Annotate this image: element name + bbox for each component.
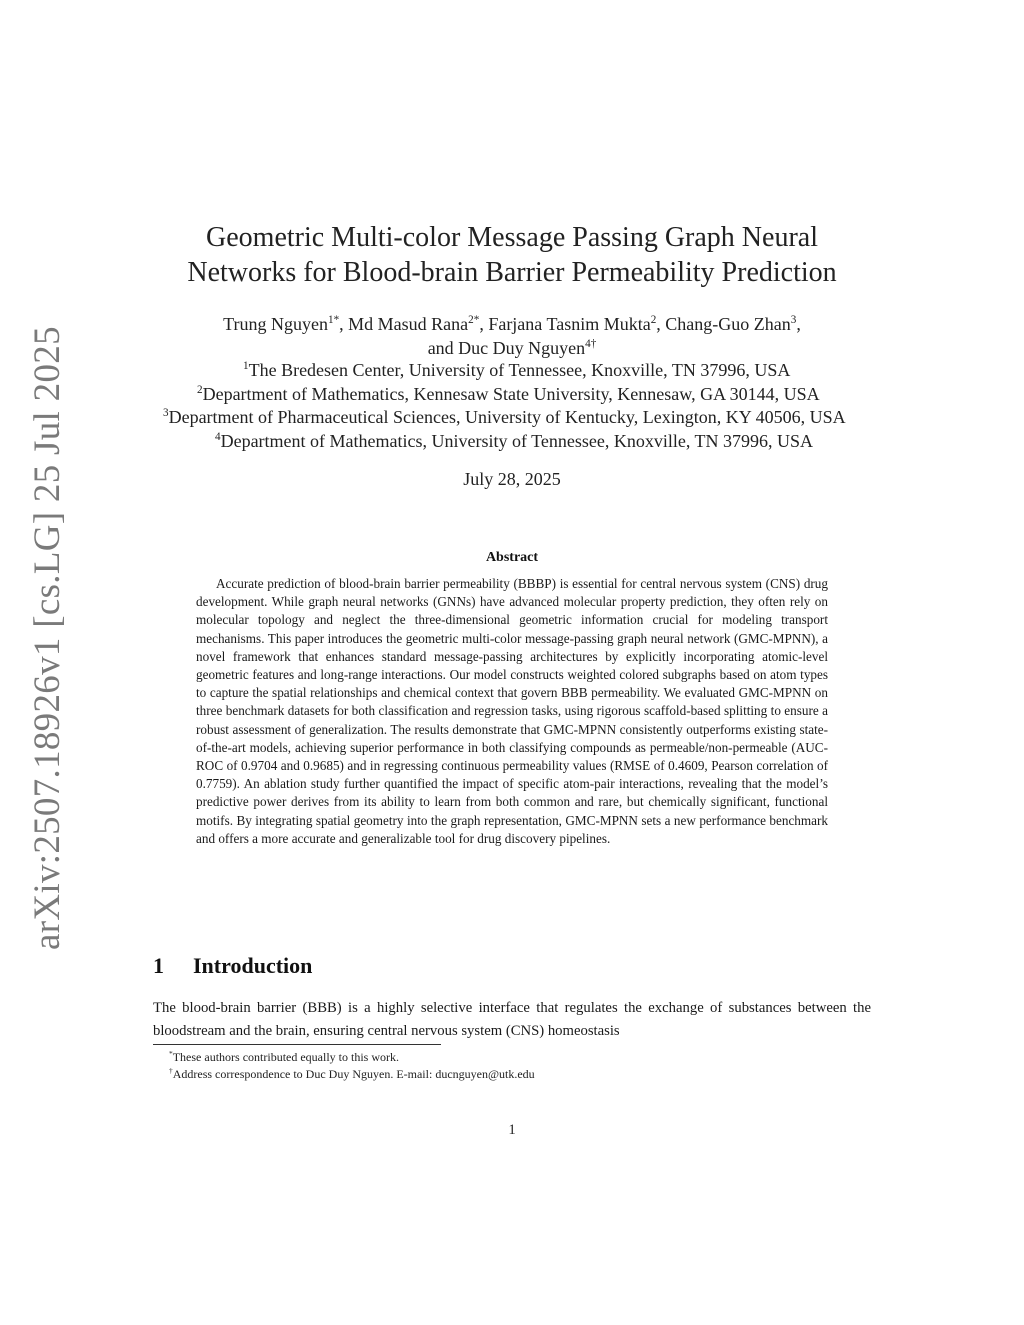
arxiv-identifier-stamp: arXiv:2507.18926v1 [cs.LG] 25 Jul 2025 bbox=[27, 326, 68, 950]
abstract-heading: Abstract bbox=[485, 550, 539, 565]
author-line bbox=[150, 337, 874, 361]
footnote-list bbox=[153, 1049, 871, 1083]
affiliation bbox=[150, 359, 980, 383]
author-line: Trung Nguyen$^{1*}$, Md Masud Rana$^{2*}$, Farjana Tasnim Mukta$^2$, Chang-Guo Zhan$^3$, bbox=[223, 314, 801, 334]
author-mark: 2 bbox=[650, 314, 657, 326]
affiliation bbox=[150, 430, 980, 454]
author-mark: 3 bbox=[790, 314, 797, 326]
title-line: Networks for Blood-brain Barrier Permeability Prediction bbox=[187, 257, 837, 288]
introduction-text: The blood-brain barrier (BBB) is a highly selective interface that regulates the exchange of substances between the bloodstream and the brain, ensuring central nervous system (CNS) homeostasis bbox=[153, 1000, 871, 1039]
affiliation-list bbox=[150, 359, 980, 453]
affiliation-mark: 1 bbox=[243, 360, 249, 372]
affiliation-text: Department of Pharmaceutical Sciences, University of Kentucky, Lexington, KY 40506, USA bbox=[168, 407, 846, 427]
affiliation-text: Department of Mathematics, University of Tennessee, Knoxville, TN 37996, USA bbox=[220, 430, 814, 451]
affiliation-mark: 2 bbox=[197, 383, 203, 396]
footnote-text: These authors contributed equally to this work. bbox=[172, 1050, 400, 1064]
affiliation-text: Department of Mathematics, Kennesaw State University, Kennesaw, GA 30144, USA bbox=[202, 383, 820, 404]
footnote bbox=[153, 1049, 871, 1066]
page-number: 1 bbox=[508, 1122, 516, 1138]
affiliation-mark: 3 bbox=[163, 407, 169, 419]
author-list bbox=[150, 313, 874, 360]
footnote-mark: † bbox=[169, 1066, 173, 1075]
author-name: Md Masud Rana bbox=[348, 314, 469, 334]
affiliation-text: The Bredesen Center, University of Tennessee, Knoxville, TN 37996, USA bbox=[248, 360, 791, 380]
section-heading bbox=[153, 953, 312, 979]
paper-title bbox=[130, 220, 894, 290]
author-name: Farjana Tasnim Mukta bbox=[488, 314, 651, 334]
author-mark: 4† bbox=[585, 337, 597, 350]
author-name: Trung Nguyen bbox=[223, 314, 328, 334]
affiliation bbox=[150, 406, 980, 430]
footnote-text: Address correspondence to Duc Duy Nguyen. E-mail: ducnguyen@utk.edu bbox=[172, 1067, 535, 1081]
footnote bbox=[153, 1066, 871, 1083]
abstract-text: Accurate prediction of blood-brain barrier permeability (BBBP) is essential for central nervous system (CNS) drug development. While graph neural networks (GNNs) have advanced molecular property prediction, they often rely on molecular topology and neglect the three-dimensional geometric information crucial for modeling transport mechanisms. This paper introduces the geometric multi-color message-passing graph neural network (GMC-MPNN), a novel framework that enhances standard message-passing architectures by explicitly incorporating atomic-level geometric features and long-range interactions. Our model constructs weighted colored subgraphs based on atom types to capture the spatial relationships and chemical context that govern BBB permeability. We evaluated GMC-MPNN on three benchmark datasets for both classification and regression tasks, using rigorous scaffold-based splitting to ensure a robust assessment of generalization. The results demonstrate that GMC-MPNN consistently outperforms existing state-of-the-art models, achieving superior performance in both classifying compounds as permeable/non-permeable (AUC-ROC of 0.9704 and 0.9685) and in regressing continuous permeability values (RMSE of 0.4609, Pearson correlation of 0.7759). An ablation study further quantified the impact of specific atom-pair interactions, revealing that the model’s predictive power derives from its ability to learn from both common and rare, but chemically significant, functional motifs. By integrating spatial geometry into the graph representation, GMC-MPNN sets a new performance benchmark and offers a more accurate and generalizable tool for drug discovery pipelines. bbox=[196, 576, 828, 846]
title-line: Geometric Multi-color Message Passing Graph Neural bbox=[206, 222, 818, 253]
section-number: 1 bbox=[153, 953, 164, 978]
affiliation bbox=[150, 383, 980, 407]
author-name: Chang-Guo Zhan bbox=[665, 314, 791, 334]
author-name: and Duc Duy Nguyen bbox=[427, 337, 586, 358]
author-mark: 1* bbox=[328, 314, 340, 326]
footnote-divider bbox=[153, 1044, 441, 1045]
section-title: Introduction bbox=[193, 953, 313, 978]
author-mark: 2* bbox=[468, 314, 480, 326]
footnote-mark: * bbox=[169, 1049, 173, 1058]
publication-date: July 28, 2025 bbox=[463, 469, 561, 489]
affiliation-mark: 4 bbox=[215, 430, 221, 443]
